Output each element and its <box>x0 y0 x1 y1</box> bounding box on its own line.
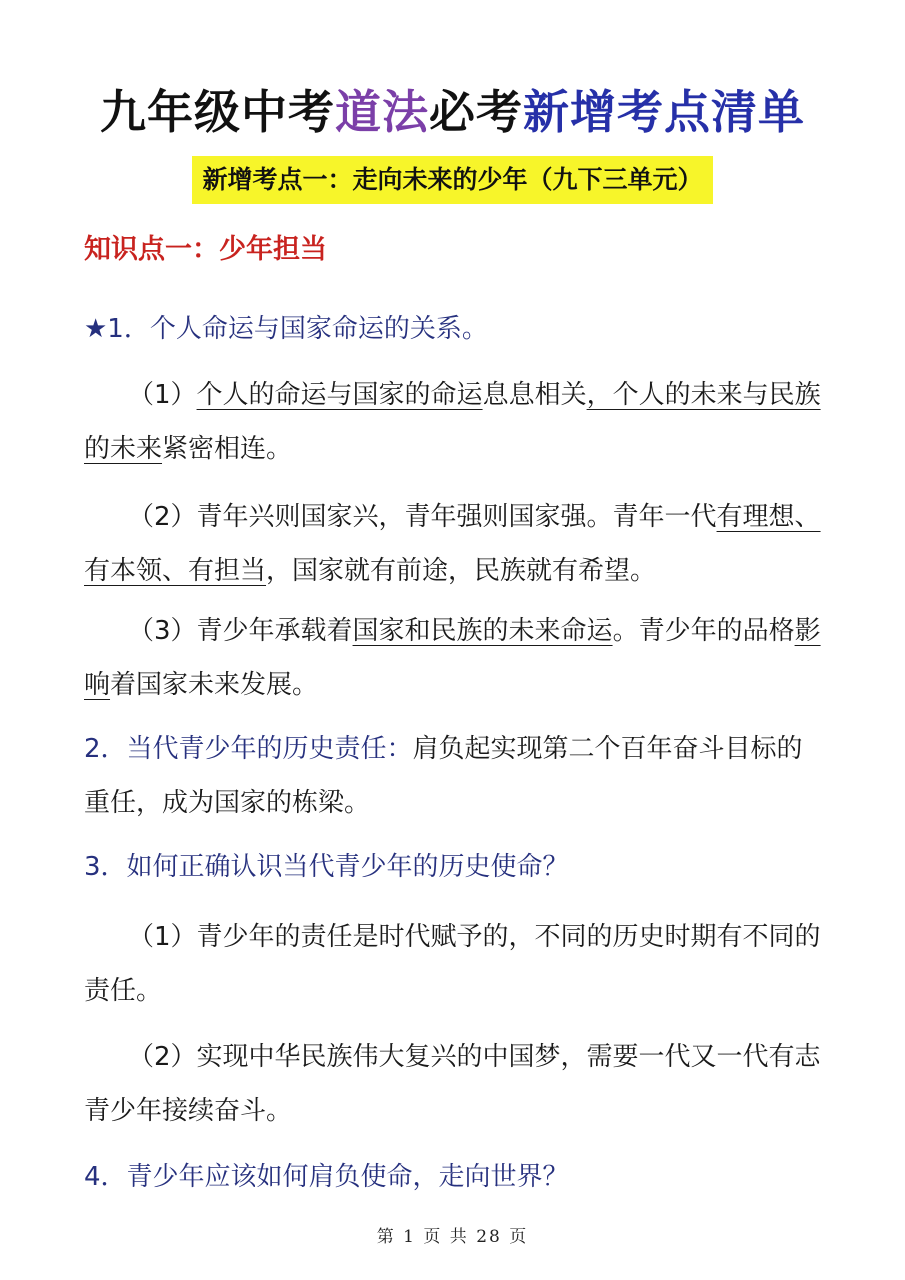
item-1-1-text-a: 息息相关 <box>482 380 587 410</box>
section-banner-wrap <box>0 156 905 204</box>
item-1-3 <box>84 604 824 712</box>
item-1-1 <box>84 368 824 476</box>
title-part-3: 必考 <box>429 85 523 139</box>
item-1-2-text-b: ，国家就有前途，民族就有希望。 <box>266 556 657 586</box>
item-1-3-underline-b: 影响 <box>84 616 821 700</box>
title-part-4: 新增考点清单 <box>523 85 805 139</box>
section-banner: 新增考点一：走向未来的少年（九下三单元） <box>192 156 712 204</box>
item-1-3-text-b: 。青少年的品格 <box>612 616 795 646</box>
item-1-3-text-a: （3）青少年承载着 <box>128 616 353 646</box>
title-part-1: 九年级中考 <box>100 85 335 139</box>
item-1-1-underline-b: ，个人的未来与民族的未来 <box>84 380 821 464</box>
item-1-2 <box>84 490 824 598</box>
item-2 <box>84 722 824 830</box>
item-3-1: （1）青少年的责任是时代赋予的，不同的历史时期有不同的责任。 <box>84 922 821 1006</box>
page-title <box>0 82 905 142</box>
item-3-heading: 3．如何正确认识当代青少年的历史使命？ <box>84 852 569 882</box>
item-1-2-text-a: （2）青年兴则国家兴，青年强则国家强。青年一代 <box>128 502 717 532</box>
item-1-1-underline-a: 个人的命运与国家的命运 <box>196 380 483 410</box>
item-1-1-num: （1） <box>128 380 197 410</box>
title-part-2: 道法 <box>335 85 429 139</box>
knowledge-point-heading: 知识点一：少年担当 <box>84 234 327 265</box>
item-2-heading: 2．当代青少年的历史责任： <box>84 734 413 764</box>
item-3-2: （2）实现中华民族伟大复兴的中国梦，需要一代又一代有志青少年接续奋斗。 <box>84 1042 821 1126</box>
item-1-1-text-b: 紧密相连。 <box>162 434 293 464</box>
item-4-heading: 4．青少年应该如何肩负使命，走向世界？ <box>84 1162 569 1192</box>
item-1-2-underline: 有理想、有本领、有担当 <box>84 502 821 586</box>
item-1-3-underline-a: 国家和民族的未来命运 <box>352 616 613 646</box>
item-1-heading: ★1．个人命运与国家命运的关系。 <box>84 314 488 344</box>
page-footer: 第 1 页 共 28 页 <box>376 1227 529 1247</box>
item-2-text: 肩负起实现第二个百年奋斗目标的重任，成为国家的栋梁。 <box>84 734 803 818</box>
item-1-3-text-c: 着国家未来发展。 <box>110 670 319 700</box>
